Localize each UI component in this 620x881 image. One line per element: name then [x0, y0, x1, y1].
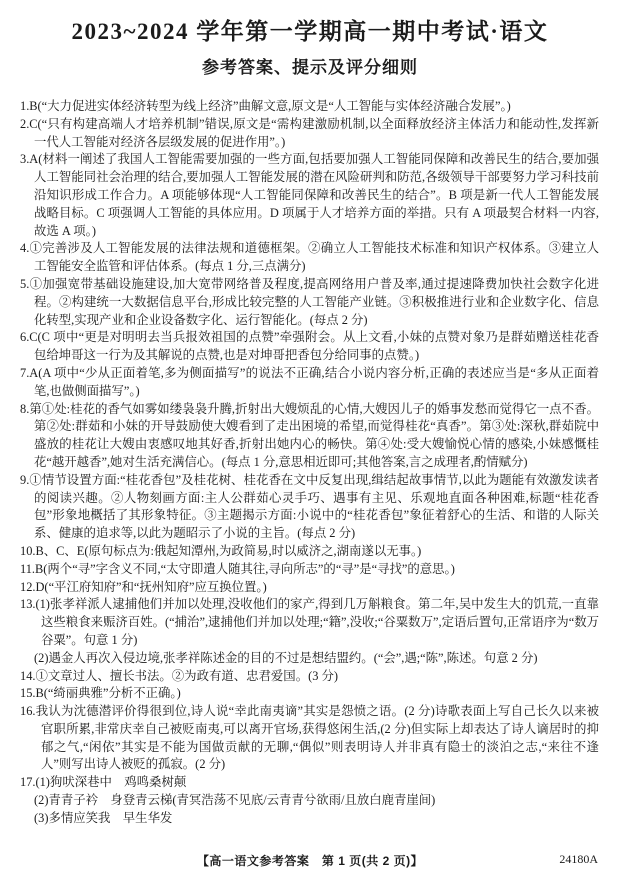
answer-paragraph: 16.我认为沈德潜评价得很到位,诗人说“幸此南夷谪”其实是怨愤之语。(2 分)诗歌表面上写自己长久以来被官职所累,非常庆幸自己被贬南夷,可以离开官场,获得悠闲生活,(2 分)但实际上却表达了诗人谪居时的抑郁之气,“闲依”其实是不能为国做贡献的无聊,“偶似”则表明诗人并非真有隐士的淡泊之志,“来往不逢人”则写出诗人被贬的孤寂。(2 分)	[20, 704, 599, 772]
answer-paragraph: 10.B、C、E(原句标点为:俄起知潭州,为政简易,时以威济之,湖南遂以无事。)	[20, 543, 422, 558]
answers-body	[20, 98, 599, 828]
answer-paragraph: 13.(1)张孝祥派人逮捕他们并加以处理,没收他们的家产,得到几万斛粮食。第二年,吴中发生大的饥荒,一直靠这些粮食来赈济百姓。(“捕治”,逮捕他们并加以处理;“籍”,没收;“谷粟数万”,定语后置句,正常语序为“数万谷粟”。句意 1 分)	[20, 597, 599, 647]
page-title: 2023~2024 学年第一学期高一期中考试·语文	[71, 19, 549, 44]
answer-paragraph: 8.第①处:桂花的香气如雾如缕袅袅升腾,折射出大嫂烦乱的心情,大嫂因儿子的婚事发愁而觉得它一点不香。第②处:群茹和小妹的开导鼓励使大嫂看到了走出困境的希望,而觉得桂花“真香”。第③处:深秋,群茹院中盛放的桂花让大嫂由衷感叹地其好香,折射出她内心的畅快。第④处:受大嫂愉悦心情的感染,小妹感慨桂花“越开越香”,她对生活充满信心。(每点 1 分,意思相近即可;其他答案,言之成理者,酌情赋分)	[20, 401, 599, 469]
answer-paragraph: 5.①加强宽带基础设施建设,加大宽带网络普及程度,提高网络用户普及率,通过提速降费加快社会数字化进程。②构建统一大数据信息平台,形成比较完整的人工智能产业链。③积极推进行业和企业数字化、信息化转型,实现产业和企业设备数字化、运行智能化。(每点 2 分)	[20, 276, 599, 327]
answer-paragraph: 15.B(“绮丽典雅”分析不正确。)	[20, 686, 181, 701]
answer-paragraph: 2.C(“只有构建高端人才培养机制”错误,原文是“需构建激励机制,以全面释放经济主体活力和能动性,发挥新一代人工智能对经济各层级发展的促进作用”。)	[20, 116, 599, 149]
answer-paragraph: (2)青青子衿 身登青云梯(青冥浩荡不见底/云青青兮欲雨/且放白鹿青崖间)	[34, 793, 436, 808]
answer-paragraph: 4.①完善涉及人工智能发展的法律法规和道德框架。②确立人工智能技术标准和知识产权体系。③建立人工智能安全监管和评估体系。(每点 1 分,三点满分)	[20, 241, 599, 274]
answer-paragraph: 3.A(材料一阐述了我国人工智能需要加强的一些方面,包括要加强人工智能同保障和改善民生的结合,要加强人工智能同社会治理的结合,要加强人工智能发展的潜在风险研判和防范,各级领导干部要努力学习科技前沿知识形成工作合力。A 项能够体现“人工智能同保障和改善民生的结合”。B 项是新一代人工智能发展战略目标。C 项强调人工智能的具体应用。D 项属于人才培养方面的举措。只有 A 项最契合材料一内容,故选 A 项。)	[20, 152, 599, 238]
answer-paragraph: 14.①文章过人、擅长书法。②为政有道、忠君爱国。(3 分)	[20, 668, 339, 683]
answer-paragraph: 12.D(“平江府知府”和“抚州知府”应互换位置。)	[20, 579, 267, 594]
answer-paragraph: (2)遇金人再次入侵边境,张孝祥陈述金的目的不过是想结盟约。(“会”,遇;“陈”,陈述。句意 2 分)	[34, 650, 538, 665]
answer-paragraph: 9.①情节设置方面:“桂花香包”及桂花树、桂花香在文中反复出现,缉结起故事情节,以此为题能有效激发读者的阅读兴趣。②人物刻画方面:主人公群茹心灵手巧、遇事有主见、乐观地直面各种困难,标题“桂花香包”形象地概括了其形象特征。③主题揭示方面:小说中的“桂花香包”象征着舒心的生活、和谐的人际关系、健康的追求等,以此为题昭示了小说的主旨。(每点 2 分)	[20, 472, 599, 541]
page-footer	[0, 852, 620, 868]
page-subtitle: 参考答案、提示及评分细则	[202, 58, 418, 77]
answer-paragraph: 17.(1)狗吠深巷中 鸡鸣桑树颠	[20, 775, 187, 790]
answer-paragraph: 11.B(两个“寻”字含义不同,“太守即遣人随其往,寻向所志”的“寻”是“寻找”的意思。)	[20, 561, 455, 576]
footer-paper-code: 24180A	[559, 852, 598, 866]
answer-paragraph: (3)多情应笑我 早生华发	[34, 810, 173, 825]
answer-paragraph: 7.A(A 项中“少从正面着笔,多为侧面描写”的说法不正确,结合小说内容分析,正确的表述应当是“多从正面着笔,也做侧面描写”。)	[20, 365, 599, 398]
answer-paragraph: 1.B(“大力促进实体经济转型为线上经济”曲解文意,原文是“人工智能与实体经济融合发展”。)	[20, 99, 511, 113]
footer-page-label: 【高一语文参考答案 第 1 页(共 2 页)】	[196, 854, 424, 868]
answer-paragraph: 6.C(C 项中“更是对明明去当兵报效祖国的点赞”牵强附会。从上文看,小妹的点赞对象乃是群茹赠送桂花香包给坤哥这一行为及其解说的点赞,也是对坤哥把香包分给同事的点赞。)	[20, 330, 599, 363]
